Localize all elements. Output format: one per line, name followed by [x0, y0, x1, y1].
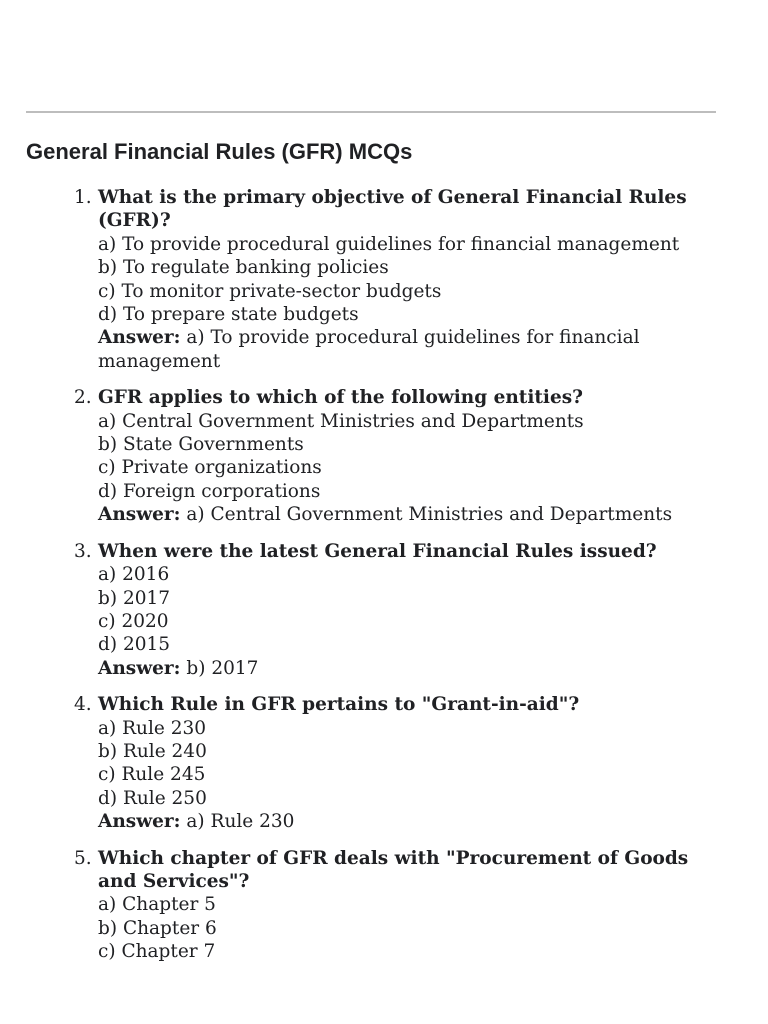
question-number: 3. [74, 540, 92, 562]
option-c: c) To monitor private-sector budgets [98, 280, 442, 302]
option-c: c) 2020 [98, 610, 169, 632]
question-item [0, 186, 730, 373]
option-b: b) Rule 240 [98, 740, 207, 762]
option-c: c) Rule 245 [98, 764, 206, 786]
question-text: What is the primary objective of General Financial Rules (GFR)? [98, 187, 687, 232]
answer-text: a) To provide procedural guidelines for financial management [98, 327, 640, 372]
question-item [0, 847, 730, 964]
question-number: 2. [74, 387, 92, 409]
answer-line [98, 326, 730, 373]
option-a: a) Chapter 5 [98, 894, 216, 916]
answer-text: a) Central Government Ministries and Departments [186, 504, 673, 526]
option-c: c) Chapter 7 [98, 941, 216, 963]
answer-text: b) 2017 [186, 657, 259, 679]
answer-line [98, 657, 730, 680]
option-d: d) To prepare state budgets [98, 304, 359, 326]
question-number: 4. [74, 694, 92, 716]
question-number: 1. [74, 187, 92, 208]
question-text: GFR applies to which of the following entities? [98, 387, 583, 409]
option-b: b) 2017 [98, 587, 171, 609]
answer-text: a) Rule 230 [186, 811, 295, 833]
question-text: Which Rule in GFR pertains to "Grant-in-aid"? [98, 694, 580, 716]
question-item [0, 386, 730, 526]
option-d: d) 2015 [98, 634, 171, 656]
option-d: d) Rule 250 [98, 787, 207, 809]
option-b: b) To regulate banking policies [98, 257, 389, 279]
answer-label: Answer: [98, 504, 181, 526]
option-d: d) Foreign corporations [98, 480, 321, 502]
answer-label: Answer: [98, 327, 181, 349]
page-title: General Financial Rules (GFR) MCQs [26, 139, 413, 164]
question-item [0, 693, 730, 833]
option-a: a) 2016 [98, 564, 170, 586]
option-a: a) To provide procedural guidelines for financial management [98, 233, 680, 255]
answer-line [98, 503, 730, 526]
question-item [0, 540, 730, 680]
answer-label: Answer: [98, 811, 181, 833]
mcq-list [0, 186, 730, 977]
option-a: a) Central Government Ministries and Departments [98, 410, 584, 432]
question-text: When were the latest General Financial Rules issued? [98, 540, 657, 562]
answer-label: Answer: [98, 657, 181, 679]
question-text: Which chapter of GFR deals with "Procurement of Goods and Services"? [98, 847, 689, 892]
option-a: a) Rule 230 [98, 717, 207, 739]
question-number: 5. [74, 847, 92, 869]
top-divider [26, 111, 716, 113]
option-c: c) Private organizations [98, 457, 322, 479]
answer-line [98, 810, 730, 833]
option-b: b) Chapter 6 [98, 917, 217, 939]
option-b: b) State Governments [98, 434, 304, 456]
